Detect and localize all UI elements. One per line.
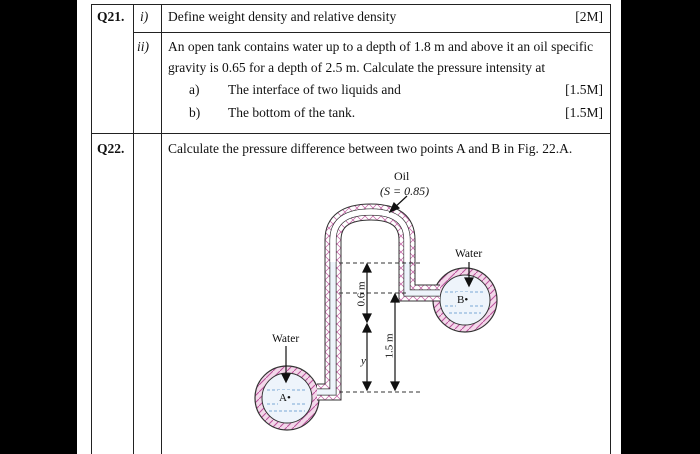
q21-part-ii-line1: An open tank contains water up to a depth of 1.8 m and above it an oil specific: [168, 39, 594, 54]
q21-part-i-marks: [2M]: [575, 9, 603, 24]
q21-item-b-text: The bottom of the tank.: [228, 105, 356, 120]
figure-dim-lower-label: 1.5 m: [383, 333, 396, 359]
figure-oil-label: Oil: [394, 169, 410, 183]
figure-water-right-label: Water: [455, 248, 483, 260]
q22-number: Q22.: [97, 141, 125, 156]
figure-point-a: A•: [279, 392, 291, 404]
q21-item-a-text: The interface of two liquids and: [228, 82, 401, 97]
question-sheet: [77, 0, 621, 454]
q22-text: Calculate the pressure difference between two points A and B in Fig. 22.A.: [168, 141, 573, 156]
manometer-figure: [77, 0, 621, 454]
q21-part-i-label: i): [140, 9, 149, 24]
figure-oil-sg: (S = 0.85): [380, 184, 430, 198]
q21-item-a-letter: a): [189, 82, 200, 97]
figure-water-left-label: Water: [272, 333, 300, 345]
figure-point-b: B•: [457, 294, 469, 306]
pointer-water-left: [282, 346, 290, 382]
q21-number: Q21.: [97, 9, 125, 24]
q21-part-ii-label: ii): [137, 39, 149, 54]
q21-item-b-marks: [1.5M]: [565, 105, 603, 120]
q21-item-b-letter: b): [189, 105, 201, 120]
q21-item-a-marks: [1.5M]: [565, 82, 603, 97]
figure-dim-upper-label: 0.6 m: [355, 281, 368, 307]
left-black-margin: [0, 0, 77, 454]
right-black-margin: [621, 0, 700, 454]
q21-part-i-text: Define weight density and relative density: [168, 9, 397, 24]
figure-dim-y-label: y: [361, 355, 366, 367]
inverted-u-tube: [317, 212, 440, 392]
q21-part-ii-line2: gravity is 0.65 for a depth of 2.5 m. Calculate the pressure intensity at: [168, 60, 546, 75]
